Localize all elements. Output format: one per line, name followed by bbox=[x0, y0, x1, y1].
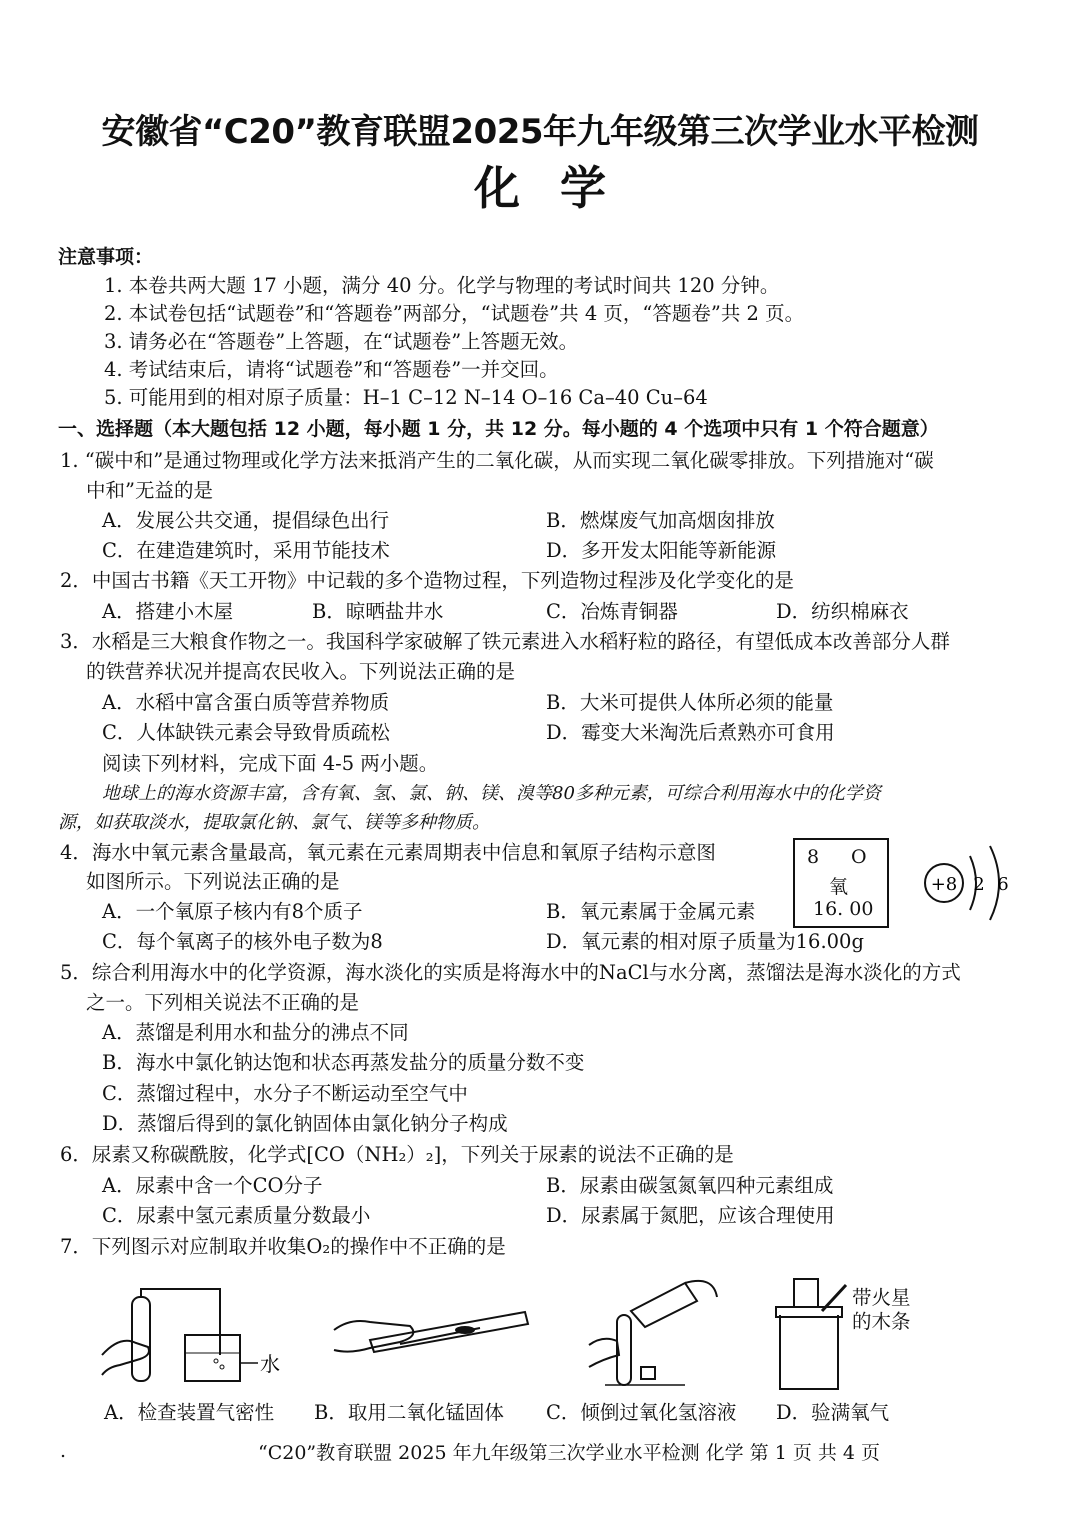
q7-stem: 7．下列图示对应制取并收集O₂的操作中不正确的是 bbox=[60, 1235, 506, 1258]
element-symbol: O bbox=[851, 846, 867, 868]
element-name: 氧 bbox=[829, 876, 849, 898]
q3-stem-cont: 的铁营养状况并提高农民收入。下列说法正确的是 bbox=[86, 660, 516, 683]
q4-stem-cont: 如图所示。下列说法正确的是 bbox=[86, 870, 340, 893]
q7-option-a: A．检查装置气密性 bbox=[104, 1401, 275, 1424]
q1-stem: 1. “碳中和”是通过物理或化学方法来抵消产生的二氧化碳，从而实现二氧化碳零排放。下列措施对“碳 bbox=[60, 449, 934, 472]
q7-option-c: C．倾倒过氧化氢溶液 bbox=[546, 1401, 737, 1424]
hand-on-tube bbox=[589, 1339, 619, 1367]
q1-option-a: A．发展公共交通，提倡绿色出行 bbox=[102, 509, 390, 532]
footer-text: “C20”教育联盟 2025 年九年级第三次学业水平检测 化学 第 1 页 共 4 页 bbox=[258, 1442, 881, 1464]
bottle-lid bbox=[776, 1307, 842, 1317]
q5-stem: 5．综合利用海水中的化学资源，海水淡化的实质是将海水中的NaCl与水分离，蒸馏法是海水淡化的方式 bbox=[60, 961, 961, 984]
exam-title: 安徽省“C20”教育联盟2025年九年级第三次学业水平检测 bbox=[101, 112, 979, 152]
water-label: 水 bbox=[260, 1352, 280, 1376]
q6-option-b: B．尿素由碳氢氮氧四种元素组成 bbox=[546, 1174, 834, 1197]
q2-stem: 2．中国古书籍《天工开物》中记载的多个造物过程，下列造物过程涉及化学变化的是 bbox=[60, 569, 794, 592]
q4-option-c: C．每个氧离子的核外电子数为8 bbox=[102, 930, 383, 953]
notice-item: 4. 考试结束后，请将“试题卷”和“答题卷”一并交回。 bbox=[104, 358, 559, 381]
atomic-mass: 16. 00 bbox=[813, 898, 874, 920]
notice-item: 5. 可能用到的相对原子质量：H–1 C–12 N–14 O–16 Ca–40 Cu–64 bbox=[104, 386, 708, 409]
q6-option-a: A．尿素中含一个CO分子 bbox=[102, 1174, 323, 1197]
q1-option-d: D．多开发太阳能等新能源 bbox=[546, 539, 777, 562]
figure-c-pour-liquid bbox=[585, 1275, 735, 1395]
shell-2-electrons: 6 bbox=[997, 874, 1009, 895]
figure-b-take-solid bbox=[330, 1290, 530, 1390]
q5-stem-cont: 之一。下列相关说法不正确的是 bbox=[86, 991, 360, 1014]
material-text-cont: 源，如获取淡水，提取氯化钠、氯气、镁等多种物质。 bbox=[58, 812, 490, 833]
q2-option-a: A．搭建小木屋 bbox=[102, 600, 234, 623]
glowing-stick-label-cont: 的木条 bbox=[852, 1310, 911, 1333]
q7-option-d: D．验满氧气 bbox=[776, 1401, 890, 1424]
reagent-bottle bbox=[631, 1283, 697, 1327]
footer-dot: . bbox=[60, 1440, 67, 1462]
shell-1-electrons: 2 bbox=[973, 874, 985, 895]
q4-stem: 4．海水中氧元素含量最高，氧元素在元素周期表中信息和氧原子结构示意图 bbox=[60, 841, 716, 864]
nucleus-charge: +8 bbox=[930, 874, 958, 895]
q3-option-b: B．大米可提供人体所必须的能量 bbox=[546, 691, 834, 714]
delivery-tube bbox=[141, 1289, 220, 1355]
notice-item: 3. 请务必在“答题卷”上答题，在“试题卷”上答题无效。 bbox=[104, 330, 579, 353]
section-heading: 一、选择题（本大题包括 12 小题，每小题 1 分，共 12 分。每小题的 4 个选项中只有 1 个符合题意） bbox=[58, 418, 939, 440]
q3-stem: 3．水稻是三大粮食作物之一。我国科学家破解了铁元素进入水稻籽粒的路径，有望低成本改善部分人群 bbox=[60, 630, 950, 653]
q6-option-d: D．尿素属于氮肥，应该合理使用 bbox=[546, 1204, 835, 1227]
bottle-stopper bbox=[641, 1367, 655, 1379]
q2-option-c: C．冶炼青铜器 bbox=[546, 600, 678, 623]
atom-structure-diagram bbox=[920, 838, 1020, 928]
periodic-table-cell bbox=[793, 838, 889, 928]
test-tube-horizontal bbox=[370, 1312, 528, 1352]
q2-option-d: D．纺织棉麻衣 bbox=[776, 600, 909, 623]
q5-option-a: A．蒸馏是利用水和盐分的沸点不同 bbox=[102, 1021, 409, 1044]
figure-a-airtightness-check bbox=[100, 1285, 290, 1395]
q6-option-c: C．尿素中氢元素质量分数最小 bbox=[102, 1204, 371, 1227]
material-intro: 阅读下列材料，完成下面 4-5 两小题。 bbox=[102, 752, 439, 775]
q5-option-c: C．蒸馏过程中，水分子不断运动至空气中 bbox=[102, 1082, 468, 1105]
q4-option-d: D．氧元素的相对原子质量为16.00g bbox=[546, 930, 864, 953]
solid-powder bbox=[455, 1326, 475, 1334]
q3-option-d: D．霉变大米淘洗后煮熟亦可食用 bbox=[546, 721, 835, 744]
hand bbox=[102, 1341, 149, 1375]
notice-item: 2. 本试卷包括“试题卷”和“答题卷”两部分，“试题卷”共 4 页，“答题卷”共 2 页。 bbox=[104, 302, 805, 325]
notice-item: 1. 本卷共两大题 17 小题，满分 40 分。化学与物理的考试时间共 120 分钟。 bbox=[104, 274, 780, 297]
subject-title: 化学 bbox=[474, 161, 646, 215]
q3-option-a: A．水稻中富含蛋白质等营养物质 bbox=[102, 691, 390, 714]
q4-option-a: A．一个氧原子核内有8个质子 bbox=[102, 900, 363, 923]
q6-stem: 6．尿素又称碳酰胺，化学式[CO（NH₂）₂]，下列关于尿素的说法不正确的是 bbox=[60, 1143, 734, 1166]
q3-option-c: C．人体缺铁元素会导致骨质疏松 bbox=[102, 721, 390, 744]
q5-option-d: D．蒸馏后得到的氯化钠固体由氯化钠分子构成 bbox=[102, 1112, 508, 1135]
gas-bottle bbox=[780, 1315, 838, 1389]
figure-d-verify-oxygen bbox=[770, 1275, 850, 1395]
test-tube bbox=[132, 1297, 150, 1381]
glowing-stick-label: 带火星 bbox=[852, 1286, 911, 1309]
notice-heading: 注意事项： bbox=[58, 246, 154, 268]
q2-option-b: B．晾晒盐井水 bbox=[312, 600, 444, 623]
q1-stem-cont: 中和”无益的是 bbox=[86, 479, 213, 502]
q1-option-c: C．在建造建筑时，采用节能技术 bbox=[102, 539, 390, 562]
q5-option-b: B．海水中氯化钠达饱和状态再蒸发盐分的质量分数不变 bbox=[102, 1051, 585, 1074]
atomic-number: 8 bbox=[807, 846, 820, 868]
beaker bbox=[185, 1335, 240, 1381]
q4-option-b: B．氧元素属于金属元素 bbox=[546, 900, 756, 923]
q1-option-b: B．燃煤废气加高烟囱排放 bbox=[546, 509, 775, 532]
q7-option-b: B．取用二氧化锰固体 bbox=[314, 1401, 504, 1424]
material-text: 地球上的海水资源丰富，含有氧、氢、氯、钠、镁、溴等80多种元素，可综合利用海水中的化学资 bbox=[102, 783, 881, 804]
gas-tube bbox=[794, 1279, 818, 1307]
